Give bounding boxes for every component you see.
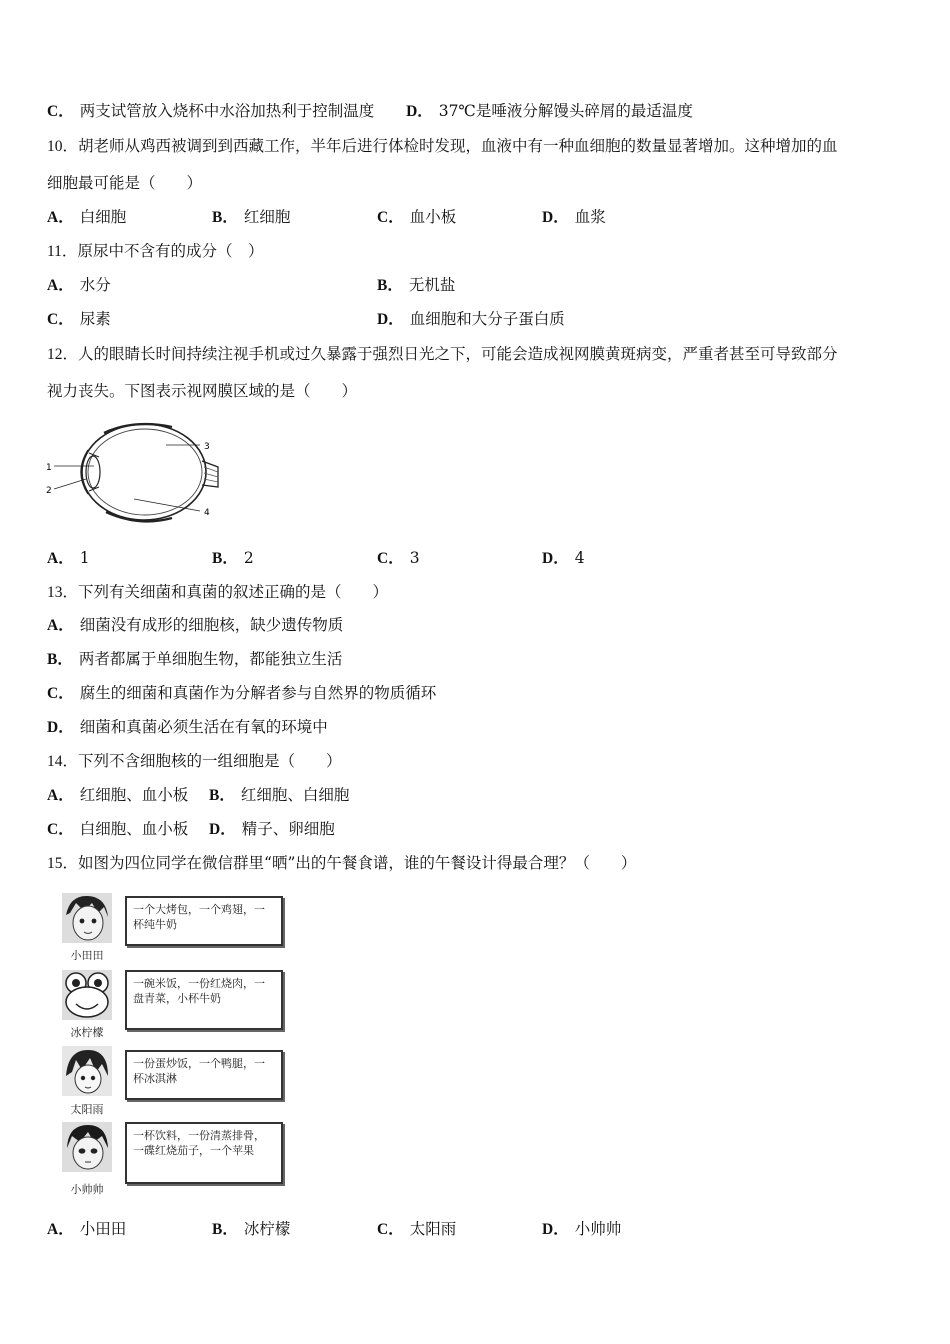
q9-option-d: D． 37℃是唾液分解馒头碎屑的最适温度 <box>406 102 693 120</box>
menu-card-1: 一个大烤包，一个鸡翅，一杯纯牛奶 <box>125 896 283 946</box>
q12-option-c[interactable]: C． 3 <box>377 549 420 567</box>
avatar-taiyangyu <box>62 1046 112 1096</box>
avatar-xiaotiantian <box>62 893 112 943</box>
label-3: 3 <box>204 442 210 452</box>
menu-card-3: 一份蛋炒饭，一个鸭腿，一杯冰淇淋 <box>125 1050 283 1100</box>
q14-option-d[interactable]: D． 精子、卵细胞 <box>209 820 335 838</box>
avatar-xiaoshuaishuai <box>62 1122 112 1172</box>
q15-option-b[interactable]: B． 冰柠檬 <box>212 1220 291 1238</box>
q14-option-a[interactable]: A． 红细胞、血小板 <box>47 786 189 804</box>
q15-option-a[interactable]: A． 小田田 <box>47 1220 127 1238</box>
menu-card-2: 一碗米饭，一份红烧肉，一盘青菜，小杯牛奶 <box>125 970 283 1030</box>
q11-stem: 11．原尿中不含有的成分（ ） <box>47 242 264 260</box>
q15-stem: 15．如图为四位同学在微信群里“晒”出的午餐食谱，谁的午餐设计得最合理？（ ） <box>47 854 637 872</box>
optic-nerve-fiber <box>204 479 218 482</box>
q13-stem: 13．下列有关细菌和真菌的叙述正确的是（ ） <box>47 583 389 601</box>
q10-stem-cont: 细胞最可能是（ ） <box>47 174 203 192</box>
q13-option-d[interactable]: D． 细菌和真菌必须生活在有氧的环境中 <box>47 718 328 736</box>
q13-option-a[interactable]: A． 细菌没有成形的细胞核，缺少遗传物质 <box>47 616 344 634</box>
q10-option-a[interactable]: A． 白细胞 <box>47 208 127 226</box>
eye-diagram <box>44 415 220 530</box>
q14-option-c[interactable]: C． 白细胞、血小板 <box>47 820 189 838</box>
q11-option-a[interactable]: A． 水分 <box>47 276 111 294</box>
q15-option-d[interactable]: D． 小帅帅 <box>542 1220 622 1238</box>
label-2: 2 <box>46 486 52 496</box>
eyelid-top <box>104 424 172 433</box>
menu-card-4: 一杯饮料，一份清蒸排骨，一碟红烧茄子，一个苹果 <box>125 1122 283 1184</box>
q11-option-c[interactable]: C． 尿素 <box>47 310 111 328</box>
student-name-4: 小帅帅 <box>70 1183 104 1196</box>
q12-option-a[interactable]: A． 1 <box>47 549 90 567</box>
label-1: 1 <box>46 463 52 473</box>
q10-stem: 10．胡老师从鸡西被调到到西藏工作，半年后进行体检时发现，血液中有一种血细胞的数量显著增加。这种增加的血 <box>47 137 838 155</box>
q13-option-b[interactable]: B． 两者都属于单细胞生物，都能独立生活 <box>47 650 343 668</box>
q12-stem-cont: 视力丧失。下图表示视网膜区域的是（ ） <box>47 382 358 400</box>
student-name-2: 冰柠檬 <box>70 1026 104 1039</box>
q13-option-c[interactable]: C． 腐生的细菌和真菌作为分解者参与自然界的物质循环 <box>47 684 437 702</box>
q14-option-b[interactable]: B． 红细胞、白细胞 <box>209 786 350 804</box>
q12-option-b[interactable]: B． 2 <box>212 549 254 567</box>
q10-option-b[interactable]: B． 红细胞 <box>212 208 291 226</box>
student-name-3: 太阳雨 <box>70 1103 104 1116</box>
q12-stem: 12．人的眼睛长时间持续注视手机或过久暴露于强烈日光之下，可能会造成视网膜黄斑病变，严重者甚至可导致部分 <box>47 345 838 363</box>
q15-option-c[interactable]: C． 太阳雨 <box>377 1220 457 1238</box>
leader-line-2 <box>54 479 86 489</box>
label-4: 4 <box>204 508 210 518</box>
q14-stem: 14．下列不含细胞核的一组细胞是（ ） <box>47 752 342 770</box>
q9-option-c: C． 两支试管放入烧杯中水浴加热利于控制温度 <box>47 102 375 120</box>
student-name-1: 小田田 <box>70 949 104 962</box>
q12-option-d[interactable]: D． 4 <box>542 549 585 567</box>
q11-option-b[interactable]: B． 无机盐 <box>377 276 456 294</box>
q9-options-cd <box>47 100 693 123</box>
q10-option-d[interactable]: D． 血浆 <box>542 208 606 226</box>
q10-option-c[interactable]: C． 血小板 <box>377 208 457 226</box>
avatar-binningmeng <box>62 970 112 1020</box>
q11-option-d[interactable]: D． 血细胞和大分子蛋白质 <box>377 310 565 328</box>
eyeball-inner-layer <box>88 429 202 515</box>
